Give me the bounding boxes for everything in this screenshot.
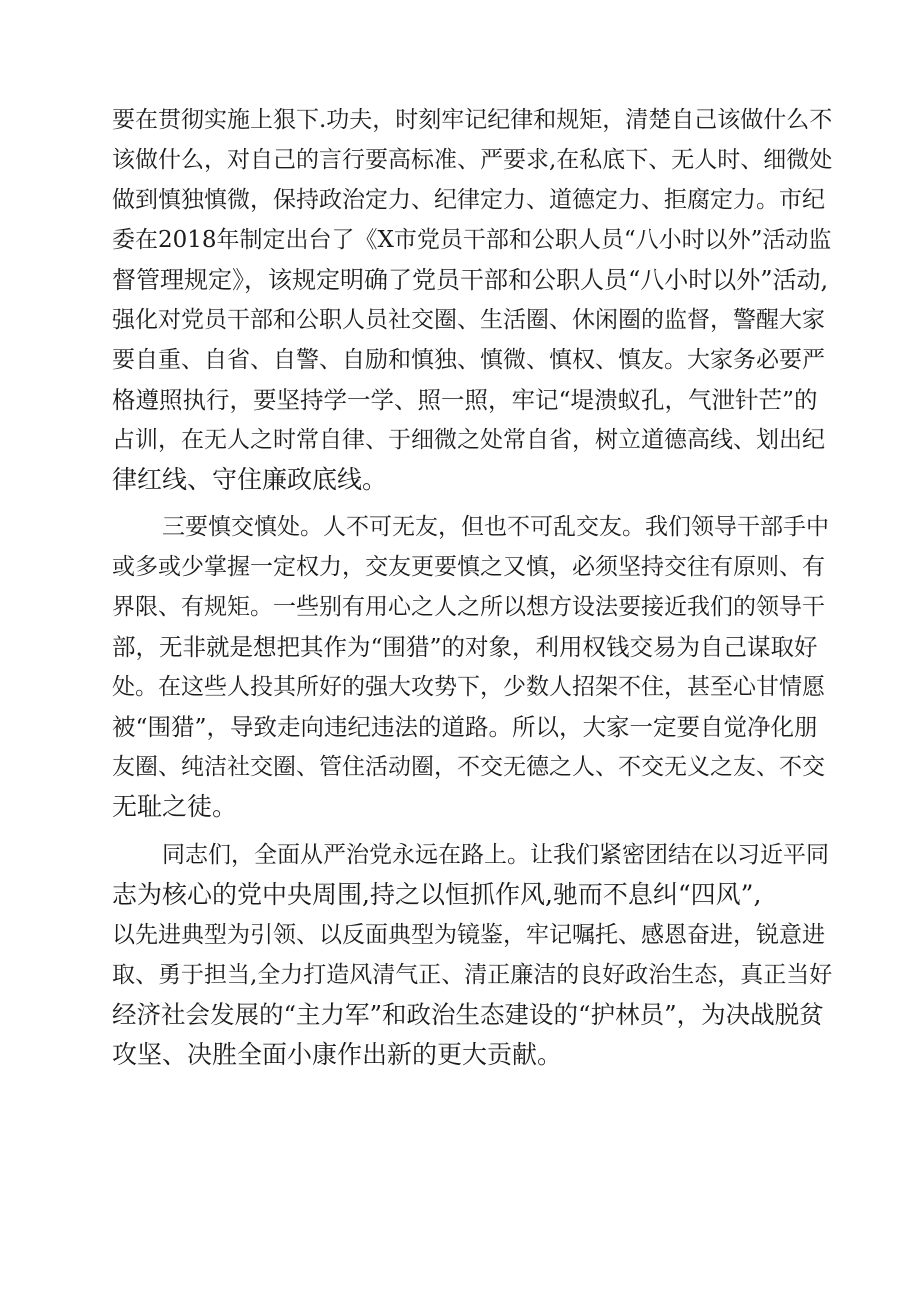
text-line: 要在贯彻实施上狠下.功夫，时刻牢记纪律和规矩，清楚自己该做什么不 [112, 107, 833, 133]
text-line: 督管理规定》，该规定明确了党员干部和公职人员“八小时以外”活动, [112, 266, 829, 294]
text-line: 无耻之徒。 [112, 792, 238, 821]
text-line: 被“围猎”，导致走向违纪违法的道路。所以，大家一定要自觉净化朋 [112, 713, 818, 741]
text-line: 经济社会发展的“主力军”和政治生态建设的“护林员”，为决战脱贫 [112, 1000, 824, 1029]
text-line: 志为核心的党中央周围,持之以恒抓作风,驰而不息纠“四风”, [112, 880, 762, 909]
text-line: 友圈、纯洁社交圈、管住活动圈，不交无德之人、不交无义之友、不交 [112, 754, 825, 780]
paragraph-first-line: 三要慎交慎处。人不可无友，但也不可乱交友。我们领导干部手中 [162, 514, 829, 540]
paragraph-first-line: 同志们，全面从严治党永远在路上。让我们紧密团结在以习近平同 [162, 842, 829, 868]
text-line: 界限、有规矩。一些别有用心之人之所以想方设法要接近我们的领导干 [112, 594, 825, 620]
text-line: 或多或少掌握一定权力，交友更要慎之又慎，必须坚持交往有原则、有 [112, 554, 825, 580]
text-line: 攻坚、决胜全面小康作出新的更大贡献。 [112, 1040, 563, 1069]
text-line: 以先进典型为引领、以反面典型为镜鉴，牢记嘱托、感恩奋进，锐意进 [112, 922, 825, 948]
text-line: 该做什么，对自己的言行要高标准、严要求,在私底下、无人时、细微处 [112, 147, 833, 173]
text-line: 占训，在无人之时常自律、于细微之处常自省，树立道德高线、划出纪 [112, 427, 825, 453]
text-line: 律红线、守住廉政底线。 [112, 465, 388, 494]
text-line: 要自重、自省、自警、自励和慎独、慎微、慎权、慎友。大家务必要严 [112, 347, 825, 373]
text-line: 委在2018年制定出台了《X市党员干部和公职人员“八小时以外”活动监 [112, 227, 832, 253]
text-line: 部，无非就是想把其作为“围猎”的对象，利用权钱交易为自己谋取好 [112, 633, 818, 661]
text-line: 取、勇于担当,全力打造风清气正、清正廉洁的良好政治生态，真正当好 [112, 962, 833, 988]
text-line: 格遵照执行，要坚持学一学、照一照，牢记“堤溃蚁孔，气泄针芒”的 [112, 386, 818, 414]
text-line: 强化对党员干部和公职人员社交圈、生活圈、休闲圈的监督，警醒大家 [112, 307, 825, 333]
text-line: 处。在这些人投其所好的强大攻势下，少数人招架不住，甚至心甘情愿 [112, 674, 825, 700]
text-line: 做到慎独慎微，保持政治定力、纪律定力、道德定力、拒腐定力。市纪 [112, 187, 825, 213]
